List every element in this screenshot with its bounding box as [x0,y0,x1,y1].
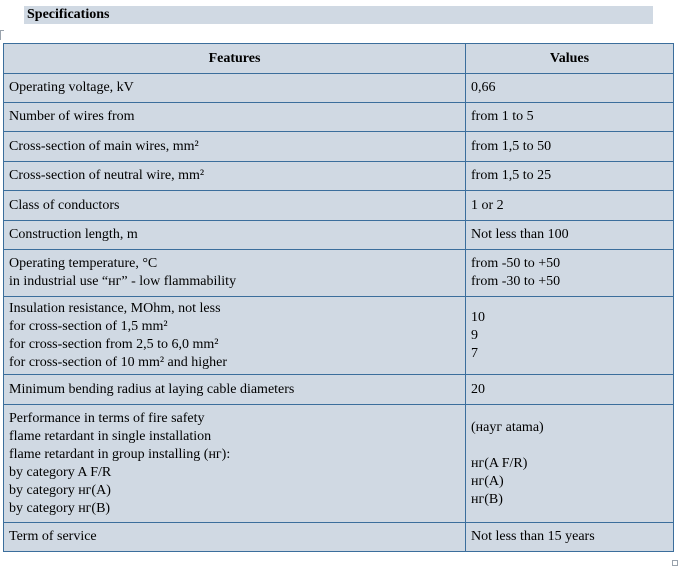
value-cell: from -50 to +50 from -30 to +50 [466,250,674,297]
feature-cell: Operating temperature, °C in industrial use “нг” - low flammability [4,250,466,297]
page-end-marker [672,560,678,566]
table-row [4,250,674,297]
table-row [4,405,674,523]
feature-cell: Operating voltage, kV [4,74,466,103]
section-heading: Specifications [24,6,653,24]
table-row [4,375,674,405]
column-header-features: Features [4,44,466,74]
feature-cell: Class of conductors [4,191,466,221]
value-cell: 1 or 2 [466,191,674,221]
value-cell: from 1,5 to 50 [466,132,674,162]
table-row [4,221,674,250]
table-header-row [4,44,674,74]
value-cell: 0,66 [466,74,674,103]
table-row [4,191,674,221]
table-row [4,132,674,162]
specifications-table [3,43,674,552]
feature-cell: Construction length, m [4,221,466,250]
feature-cell: Number of wires from [4,103,466,132]
column-header-values: Values [466,44,674,74]
value-cell: 10 9 7 [466,297,674,375]
value-cell: 20 [466,375,674,405]
feature-cell: Cross-section of main wires, mm² [4,132,466,162]
table-row [4,74,674,103]
feature-cell: Cross-section of neutral wire, mm² [4,162,466,191]
table-anchor-marker [0,30,4,40]
value-cell: from 1 to 5 [466,103,674,132]
table-row [4,523,674,552]
feature-cell: Insulation resistance, MOhm, not less for cross-section of 1,5 mm² for cross-section from 2,5 to 6,0 mm² for cross-section of 10 mm² and higher [4,297,466,375]
feature-cell: Performance in terms of fire safety flame retardant in single installation flame retardant in group installing (нг): by category A F/R by category нг(A) by category нг(B) [4,405,466,523]
value-cell: Not less than 100 [466,221,674,250]
value-cell: (нayг atama) нг(A F/R) нг(A) нг(B) [466,405,674,523]
table-row [4,297,674,375]
feature-cell: Minimum bending radius at laying cable diameters [4,375,466,405]
feature-cell: Term of service [4,523,466,552]
table-row [4,162,674,191]
table-row [4,103,674,132]
value-cell: Not less than 15 years [466,523,674,552]
value-cell: from 1,5 to 25 [466,162,674,191]
